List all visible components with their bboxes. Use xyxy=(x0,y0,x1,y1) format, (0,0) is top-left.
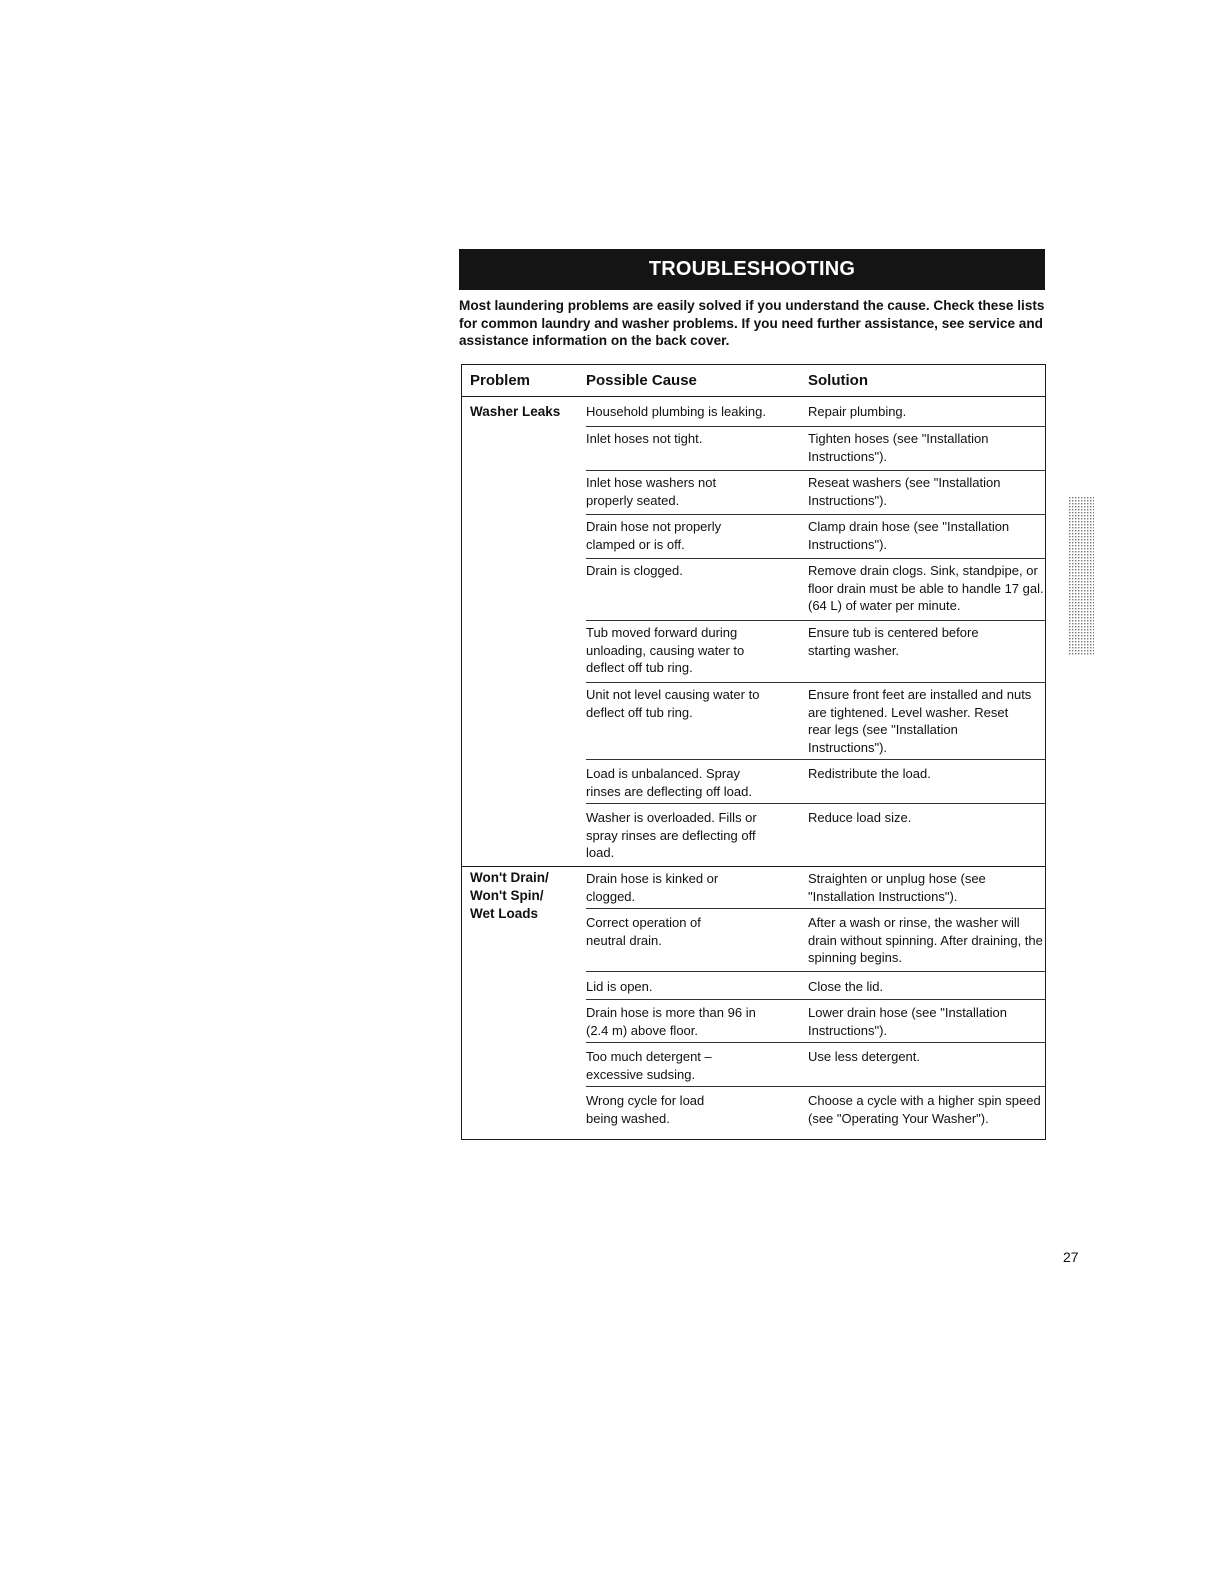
cause-cell: Household plumbing is leaking. xyxy=(586,404,766,419)
troubleshooting-table xyxy=(461,364,1046,1140)
solution-cell: Reseat washers (see "Installation Instructions"). xyxy=(808,475,1001,508)
section-tab-marker xyxy=(1066,497,1098,657)
cause-cell: Drain is clogged. xyxy=(586,563,683,578)
cause-cell: Wrong cycle for load being washed. xyxy=(586,1093,705,1126)
row-divider xyxy=(586,558,1045,559)
row-divider xyxy=(586,514,1045,515)
problem-label: Washer Leaks xyxy=(470,404,561,419)
column-header-problem: Problem xyxy=(470,372,531,389)
cause-cell: Too much detergent – excessive sudsing. xyxy=(586,1049,712,1082)
cause-cell: Inlet hose washers not properly seated. xyxy=(586,475,717,508)
solution-cell: Reduce load size. xyxy=(808,810,912,825)
cause-cell: Inlet hoses not tight. xyxy=(586,431,703,446)
solution-cell: Choose a cycle with a higher spin speed (see "Operating Your Washer"). xyxy=(808,1093,1041,1126)
row-divider xyxy=(586,1042,1045,1043)
cause-cell: Drain hose is more than 96 in (2.4 m) above floor. xyxy=(586,1005,756,1038)
cause-cell: Unit not level causing water to deflect off tub ring. xyxy=(586,687,760,720)
intro-text: Most laundering problems are easily solved if you understand the cause. Check these lists for common laundry and washer problems. If you need further assistance, see service and assistance information on the back cover. xyxy=(459,298,1045,348)
solution-cell: Close the lid. xyxy=(808,979,884,994)
row-divider xyxy=(586,620,1045,621)
solution-cell: Clamp drain hose (see "Installation Instructions"). xyxy=(808,519,1010,552)
row-divider xyxy=(586,759,1045,760)
row-divider xyxy=(586,682,1045,683)
section-divider xyxy=(462,866,1045,867)
header-divider xyxy=(462,396,1045,397)
cause-cell: Tub moved forward during unloading, causing water to deflect off tub ring. xyxy=(586,625,745,675)
margin-tab-texture xyxy=(1066,497,1098,657)
row-divider xyxy=(586,908,1045,909)
problem-label: Won't Drain/ Won't Spin/ Wet Loads xyxy=(470,870,549,921)
solution-cell: Tighten hoses (see "Installation Instructions"). xyxy=(808,431,989,464)
row-divider xyxy=(586,470,1045,471)
cause-cell: Drain hose is kinked or clogged. xyxy=(586,871,719,904)
solution-cell: Lower drain hose (see "Installation Instructions"). xyxy=(808,1005,1008,1038)
column-header-cause: Possible Cause xyxy=(586,372,697,389)
row-divider xyxy=(586,803,1045,804)
cause-cell: Correct operation of neutral drain. xyxy=(586,915,701,948)
cause-cell: Lid is open. xyxy=(586,979,653,994)
solution-cell: Use less detergent. xyxy=(808,1049,921,1064)
solution-cell: Repair plumbing. xyxy=(808,404,907,419)
solution-cell: Remove drain clogs. Sink, standpipe, or floor drain must be able to handle 17 gal. (64 L) of water per minute. xyxy=(808,563,1044,613)
row-divider xyxy=(586,999,1045,1000)
solution-cell: Ensure front feet are installed and nuts are tightened. Level washer. Reset rear legs (see "Installation Instructions"). xyxy=(808,687,1032,755)
cause-cell: Drain hose not properly clamped or is off. xyxy=(586,519,722,552)
column-header-solution: Solution xyxy=(808,372,868,389)
page-title: TROUBLESHOOTING xyxy=(459,249,1045,290)
row-divider xyxy=(586,1086,1045,1087)
row-divider xyxy=(586,426,1045,427)
cause-cell: Load is unbalanced. Spray rinses are deflecting off load. xyxy=(586,766,752,799)
solution-cell: After a wash or rinse, the washer will drain without spinning. After draining, the spinning begins. xyxy=(808,915,1043,965)
page-number: 27 xyxy=(1063,1249,1079,1265)
cause-cell: Washer is overloaded. Fills or spray rinses are deflecting off load. xyxy=(586,810,757,860)
row-divider xyxy=(586,971,1045,972)
solution-cell: Redistribute the load. xyxy=(808,766,931,781)
solution-cell: Straighten or unplug hose (see "Installation Instructions"). xyxy=(808,871,986,904)
solution-cell: Ensure tub is centered before starting washer. xyxy=(808,625,979,658)
